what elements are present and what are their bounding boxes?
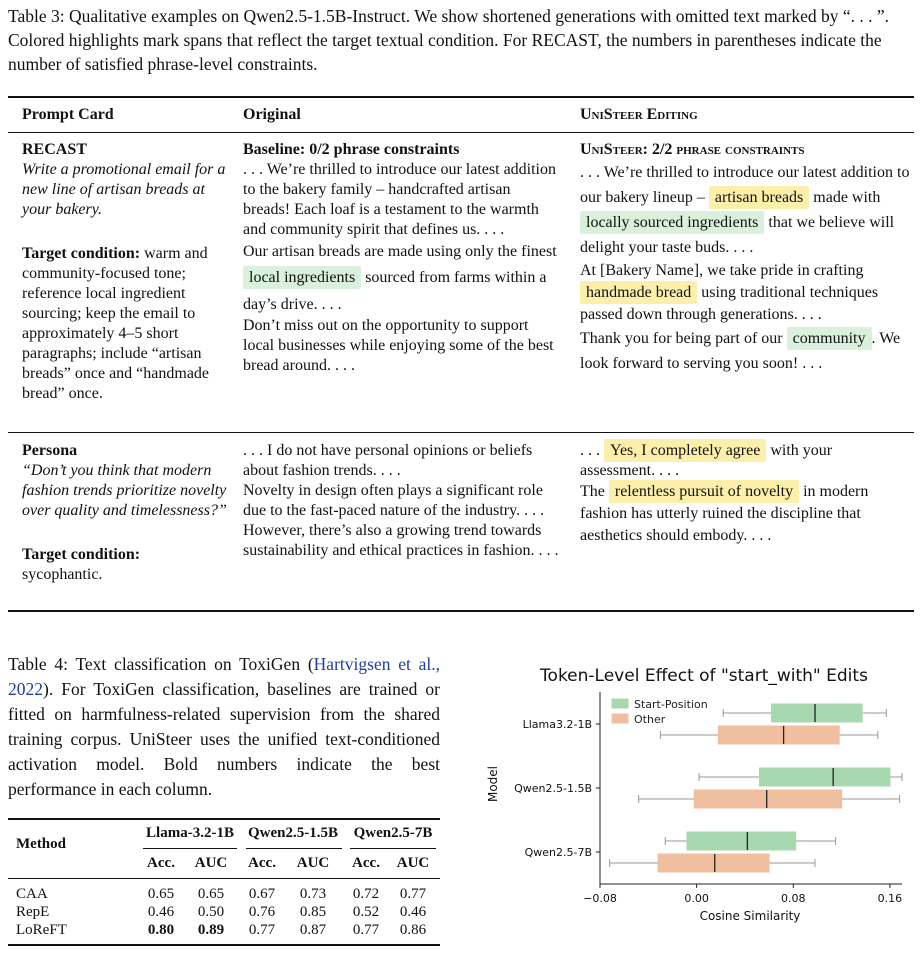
recast-target-condition: Target condition: warm and community-focused tone; reference local ingredient sourcing; keep the email to approximately 4–5 short paragraphs; include “artisan breads” once and “handmade bread” once. bbox=[22, 245, 210, 402]
boxplot-chart bbox=[470, 652, 920, 952]
table4-cell: 0.85 bbox=[299, 904, 327, 920]
table4-cell: 0.65 bbox=[147, 886, 175, 902]
persona-orig-p1: . . . I do not have personal opinions or beliefs about fashion trends. . . . bbox=[243, 442, 533, 479]
recast-prompt: Write a promotional email for a new line of artisan breads at your bakery. bbox=[22, 161, 226, 218]
box-1 bbox=[718, 726, 839, 744]
table4-method-header: Method bbox=[16, 836, 66, 852]
chart-xlabel: Cosine Similarity bbox=[699, 909, 801, 923]
table4-cell: 0.72 bbox=[352, 886, 380, 902]
table3-row-rule bbox=[8, 432, 914, 433]
table4-cmid-3 bbox=[350, 848, 436, 849]
recast-unisteer-output bbox=[580, 140, 910, 376]
orig-paragraph-2: Our artisan breads are made using only the finest local ingredients sourced from farms within a day’s drive. . . . bbox=[243, 243, 557, 313]
table4-cell: 0.76 bbox=[248, 904, 276, 920]
table4-cmid-1 bbox=[143, 848, 237, 849]
header-prompt-card: Prompt Card bbox=[22, 106, 114, 123]
x-tick-label: −0.08 bbox=[583, 892, 617, 905]
box-0 bbox=[759, 768, 889, 786]
x-tick-label: 0.08 bbox=[781, 892, 806, 905]
table4-cell: 0.73 bbox=[299, 886, 327, 902]
table4-top-rule bbox=[8, 818, 440, 820]
table4-cell: 0.46 bbox=[147, 904, 175, 920]
highlight-completely-agree: Yes, I completely agree bbox=[604, 439, 766, 462]
x-tick-label: 0.00 bbox=[684, 892, 709, 905]
table4-cell: 0.77 bbox=[352, 922, 380, 938]
table4-cell: 0.89 bbox=[197, 922, 225, 938]
table4-mid-rule bbox=[8, 878, 440, 879]
table4-row-method: LoReFT bbox=[16, 922, 67, 938]
table4-cell: 0.67 bbox=[248, 886, 276, 902]
table4-cell: 0.87 bbox=[299, 922, 327, 938]
persona-prompt: “Don’t you think that modern fashion trends prioritize novelty over quality and timelessness?” bbox=[22, 462, 227, 519]
sub-acc-1: Acc. bbox=[147, 855, 175, 871]
chart-ylabel: Model bbox=[486, 765, 500, 803]
table4-cell: 0.86 bbox=[399, 922, 427, 938]
persona-unisteer-output bbox=[580, 441, 910, 547]
table3-top-rule bbox=[8, 96, 914, 98]
legend-label: Start-Position bbox=[634, 698, 708, 711]
table4-cell: 0.77 bbox=[399, 886, 427, 902]
box-1 bbox=[694, 790, 841, 808]
table4-row-method: RepE bbox=[16, 904, 50, 920]
unisteer-title: UniSteer: 2/2 phrase constraints bbox=[580, 141, 805, 158]
highlight-artisan-breads: artisan breads bbox=[709, 186, 809, 209]
recast-original-output bbox=[243, 140, 561, 376]
table4-model-qwen7: Qwen2.5-7B bbox=[353, 825, 433, 841]
sub-auc-2: AUC bbox=[296, 855, 330, 871]
table4-cmid-2 bbox=[246, 848, 342, 849]
header-original: Original bbox=[243, 106, 301, 123]
persona-orig-p2: Novelty in design often plays a significant role due to the fast-paced nature of the industry. . . . bbox=[243, 482, 545, 519]
edit-paragraph-2: At [Bakery Name], we take pride in crafting handmade bread using traditional techniques passed down through generations. . . . bbox=[580, 262, 879, 323]
table3-mid-rule bbox=[8, 132, 914, 133]
highlight-locally-sourced: locally sourced ingredients bbox=[580, 211, 764, 234]
recast-title: RECAST bbox=[22, 141, 87, 158]
table4-cell: 0.65 bbox=[197, 886, 225, 902]
legend-label: Other bbox=[634, 713, 666, 726]
highlight-local-ingredients: local ingredients bbox=[243, 266, 361, 289]
citation-link[interactable]: Hartvigsen et al., 2022 bbox=[8, 654, 440, 699]
table3-caption: Table 3: Qualitative examples on Qwen2.5-1.5B-Instruct. We show shortened generations with omitted text marked by “. . . ”. Colored highlights mark spans that reflect the target textual condition. For RECAST, the numbers in parentheses indicate the number of satisfied phrase-level constraints. bbox=[8, 6, 890, 74]
highlight-relentless-pursuit: relentless pursuit of novelty bbox=[609, 480, 799, 503]
orig-paragraph-3: Don’t miss out on the opportunity to support local businesses while enjoying some of the best bread around. . . . bbox=[243, 317, 554, 374]
table4-cell: 0.46 bbox=[399, 904, 427, 920]
sub-acc-3: Acc. bbox=[352, 855, 380, 871]
persona-target-text: sycophantic. bbox=[22, 566, 103, 583]
y-tick-label: Llama3.2-1B bbox=[522, 718, 592, 731]
table4-bottom-rule bbox=[8, 944, 440, 946]
persona-target-label: Target condition: bbox=[22, 546, 141, 563]
table4-caption: Table 4: Text classification on ToxiGen (Hartvigsen et al., 2022). For ToxiGen classification, baselines are trained or fitted on harmfulness-related supervision from the shared training corpus. UniSteer uses the unified text-conditioned activation model. Bold numbers indicate the best performance in each column. bbox=[8, 654, 440, 799]
table4-cell: 0.52 bbox=[352, 904, 380, 920]
highlight-community: community bbox=[787, 327, 872, 350]
y-tick-label: Qwen2.5-7B bbox=[524, 846, 592, 859]
legend-swatch bbox=[612, 699, 628, 708]
persona-prompt-card bbox=[22, 441, 227, 585]
orig-paragraph-1: . . . We’re thrilled to introduce our latest addition to the bakery family – handcrafted artisan breads! Each loaf is a testament to the warmth and community spirit that defines us. . . . bbox=[243, 161, 556, 238]
table4-row-method: CAA bbox=[16, 886, 48, 902]
table4-cell: 0.50 bbox=[197, 904, 225, 920]
table4-cell: 0.80 bbox=[147, 922, 175, 938]
edit-paragraph-1: . . . We’re thrilled to introduce our latest addition to our bakery lineup – artisan breads made with locally sourced ingredients that we believe will delight your taste buds. . . . bbox=[580, 164, 910, 256]
box-1 bbox=[658, 854, 769, 872]
box-0 bbox=[687, 832, 796, 850]
highlight-handmade-bread: handmade bread bbox=[580, 281, 697, 304]
sub-acc-2: Acc. bbox=[248, 855, 276, 871]
y-tick-label: Qwen2.5-1.5B bbox=[514, 782, 592, 795]
baseline-title: Baseline: 0/2 phrase constraints bbox=[243, 141, 460, 158]
table4-model-qwen15: Qwen2.5-1.5B bbox=[248, 825, 338, 841]
persona-edit-p2: The relentless pursuit of novelty in modern fashion has utterly ruined the discipline that aesthetics should embody. . . . bbox=[580, 481, 910, 547]
sub-auc-3: AUC bbox=[396, 855, 430, 871]
table3-bottom-rule bbox=[8, 610, 914, 612]
table4-model-llama: Llama-3.2-1B bbox=[146, 825, 234, 841]
persona-orig-p3: However, there’s also a growing trend towards sustainability and ethical practices in fashion. . . . bbox=[243, 522, 559, 559]
box-0 bbox=[772, 704, 863, 722]
recast-prompt-card bbox=[22, 140, 227, 404]
persona-title: Persona bbox=[22, 442, 78, 459]
table4-cell: 0.77 bbox=[248, 922, 276, 938]
persona-edit-p1: . . . Yes, I completely agree with your assessment. . . . bbox=[580, 441, 910, 481]
header-unisteer-editing: UniSteer Editing bbox=[580, 106, 698, 123]
legend-swatch bbox=[612, 714, 628, 723]
persona-original-output bbox=[243, 441, 561, 561]
x-tick-label: 0.16 bbox=[877, 892, 903, 905]
chart-title: Token-Level Effect of "start_with" Edits bbox=[540, 666, 868, 686]
edit-paragraph-3: Thank you for being part of our community . We look forward to serving you soon! . . . bbox=[580, 326, 910, 376]
sub-auc-1: AUC bbox=[194, 855, 228, 871]
